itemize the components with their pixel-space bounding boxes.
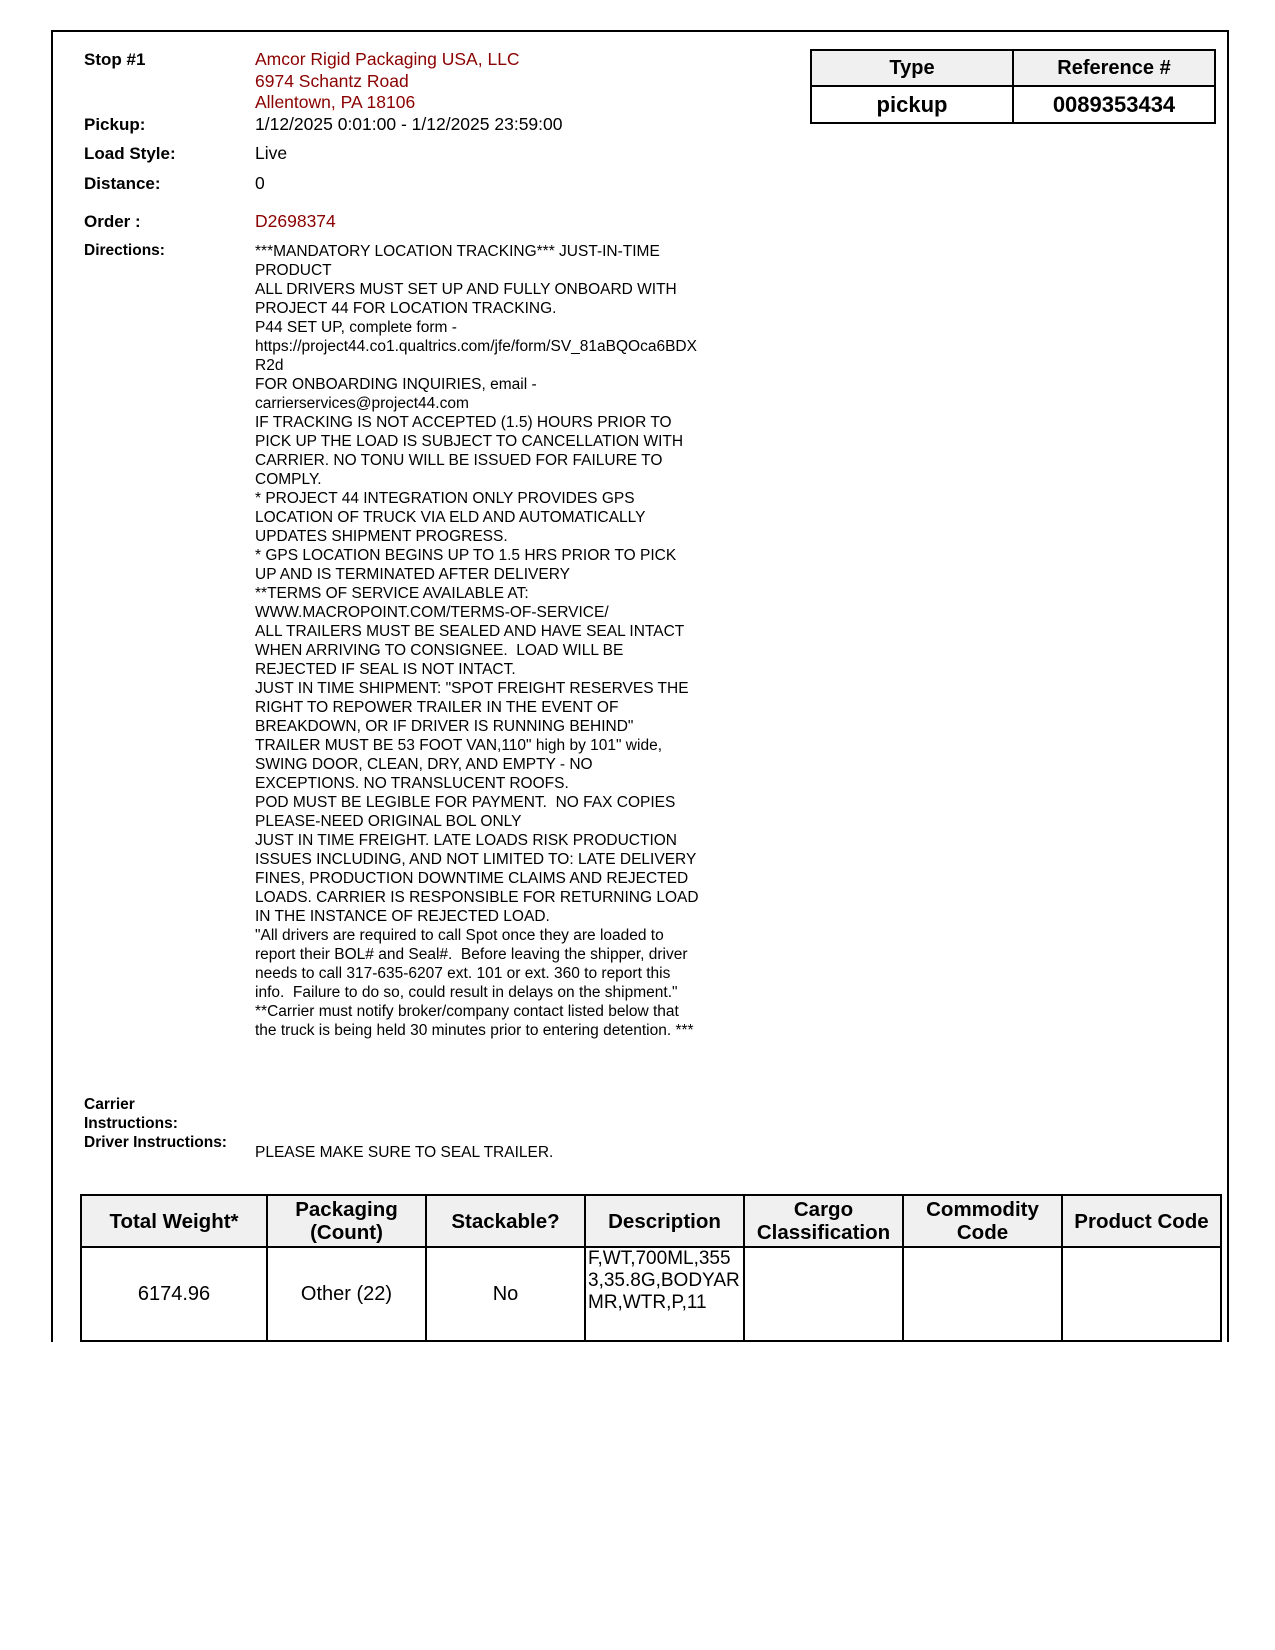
cargo-classification-header: Cargo Classification bbox=[744, 1195, 903, 1247]
freight-table-header-row bbox=[81, 1195, 1221, 1247]
stackable-header: Stackable? bbox=[426, 1195, 585, 1247]
carrier-instructions-label-2: Instructions: bbox=[84, 1115, 178, 1132]
order-label: Order : bbox=[84, 212, 141, 231]
total-weight-value: 6174.96 bbox=[81, 1247, 267, 1341]
carrier-instructions-label-1: Carrier bbox=[84, 1096, 135, 1113]
commodity-code-header: Commodity Code bbox=[903, 1195, 1062, 1247]
commodity-code-value bbox=[903, 1247, 1062, 1341]
total-weight-header: Total Weight* bbox=[81, 1195, 267, 1247]
product-code-value bbox=[1062, 1247, 1221, 1341]
stop-address-line-3: Allentown, PA 18106 bbox=[255, 92, 416, 112]
packaging-count-value: Other (22) bbox=[267, 1247, 426, 1341]
distance-value: 0 bbox=[255, 173, 265, 193]
directions-text: ***MANDATORY LOCATION TRACKING*** JUST-IN-TIME PRODUCT ALL DRIVERS MUST SET UP AND FULLY ONBOARD WITH PROJECT 44 FOR LOCATION TRACKING. P44 SET UP, complete form - https://project44.co1.qualtrics.com/jfe/form/SV_81aBQOca6BDX R2d FOR ONBOARDING INQUIRIES, email - carrierservices@project44.com IF TRACKING IS NOT ACCEPTED (1.5) HOURS PRIOR TO PICK UP THE LOAD IS SUBJECT TO CANCELLATION WITH CARRIER. NO TONU WILL BE ISSUED FOR FAILURE TO COMPLY. * PROJECT 44 INTEGRATION ONLY PROVIDES GPS LOCATION OF TRUCK VIA ELD AND AUTOMATICALLY UPDATES SHIPMENT PROGRESS. * GPS LOCATION BEGINS UP TO 1.5 HRS PRIOR TO PICK UP AND IS TERMINATED AFTER DELIVERY **TERMS OF SERVICE AVAILABLE AT: WWW.MACROPOINT.COM/TERMS-OF-SERVICE/ ALL TRAILERS MUST BE SEALED AND HAVE SEAL INTACT WHEN ARRIVING TO CONSIGNEE. LOAD WILL BE REJECTED IF SEAL IS NOT INTACT. JUST IN TIME SHIPMENT: "SPOT FREIGHT RESERVES THE RIGHT TO REPOWER TRAILER IN THE EVENT OF BREAKDOWN, OR IF DRIVER IS RUNNING BEHIND" TRAILER MUST BE 53 FOOT VAN,110" high by 101" wide, SWING DOOR, CLEAN, DRY, AND EMPTY - NO EXCEPTIONS. NO TRANSLUCENT ROOFS. POD MUST BE LEGIBLE FOR PAYMENT. NO FAX COPIES PLEASE-NEED ORIGINAL BOL ONLY JUST IN TIME FREIGHT. LATE LOADS RISK PRODUCTION ISSUES INCLUDING, AND NOT LIMITED TO: LATE DELIVERY FINES, PRODUCTION DOWNTIME CLAIMS AND REJECTED LOADS. CARRIER IS RESPONSIBLE FOR RETURNING LOAD IN THE INSTANCE OF REJECTED LOAD. "All drivers are required to call Spot once they are loaded to report their BOL# and Seal#. Before leaving the shipper, driver needs to call 317-635-6207 ext. 101 or ext. 360 to report this info. Failure to do so, could result in delays on the shipment." **Carrier must notify broker/company contact listed below that the truck is being held 30 minutes prior to entering detention. *** bbox=[255, 243, 699, 1039]
cargo-classification-value bbox=[744, 1247, 903, 1341]
directions-label: Directions: bbox=[84, 242, 165, 259]
type-value: pickup bbox=[811, 86, 1013, 123]
pickup-value: 1/12/2025 0:01:00 - 1/12/2025 23:59:00 bbox=[255, 114, 563, 134]
reference-number-header: Reference # bbox=[1013, 50, 1215, 86]
load-style-value: Live bbox=[255, 143, 288, 163]
load-style-label: Load Style: bbox=[84, 144, 176, 163]
freight-table bbox=[80, 1194, 1222, 1342]
table-row bbox=[81, 1247, 1221, 1341]
stop-address-line-2: 6974 Schantz Road bbox=[255, 71, 409, 91]
description-header: Description bbox=[585, 1195, 744, 1247]
reference-number-value: 0089353434 bbox=[1013, 86, 1215, 123]
driver-instructions-value: PLEASE MAKE SURE TO SEAL TRAILER. bbox=[255, 1144, 554, 1161]
type-header: Type bbox=[811, 50, 1013, 86]
order-value: D2698374 bbox=[255, 211, 336, 231]
reference-table-row bbox=[811, 86, 1215, 123]
stop-label: Stop #1 bbox=[84, 50, 146, 69]
product-code-header: Product Code bbox=[1062, 1195, 1221, 1247]
stackable-value: No bbox=[426, 1247, 585, 1341]
pickup-label: Pickup: bbox=[84, 115, 146, 134]
reference-table bbox=[810, 49, 1216, 124]
description-value: F,WT,700ML,3553,35.8G,BODYARMR,WTR,P,11 bbox=[585, 1247, 744, 1341]
reference-table-header-row bbox=[811, 50, 1215, 86]
stop-address-line-1: Amcor Rigid Packaging USA, LLC bbox=[255, 49, 520, 69]
packaging-count-header: Packaging (Count) bbox=[267, 1195, 426, 1247]
driver-instructions-label: Driver Instructions: bbox=[84, 1134, 227, 1151]
distance-label: Distance: bbox=[84, 174, 161, 193]
